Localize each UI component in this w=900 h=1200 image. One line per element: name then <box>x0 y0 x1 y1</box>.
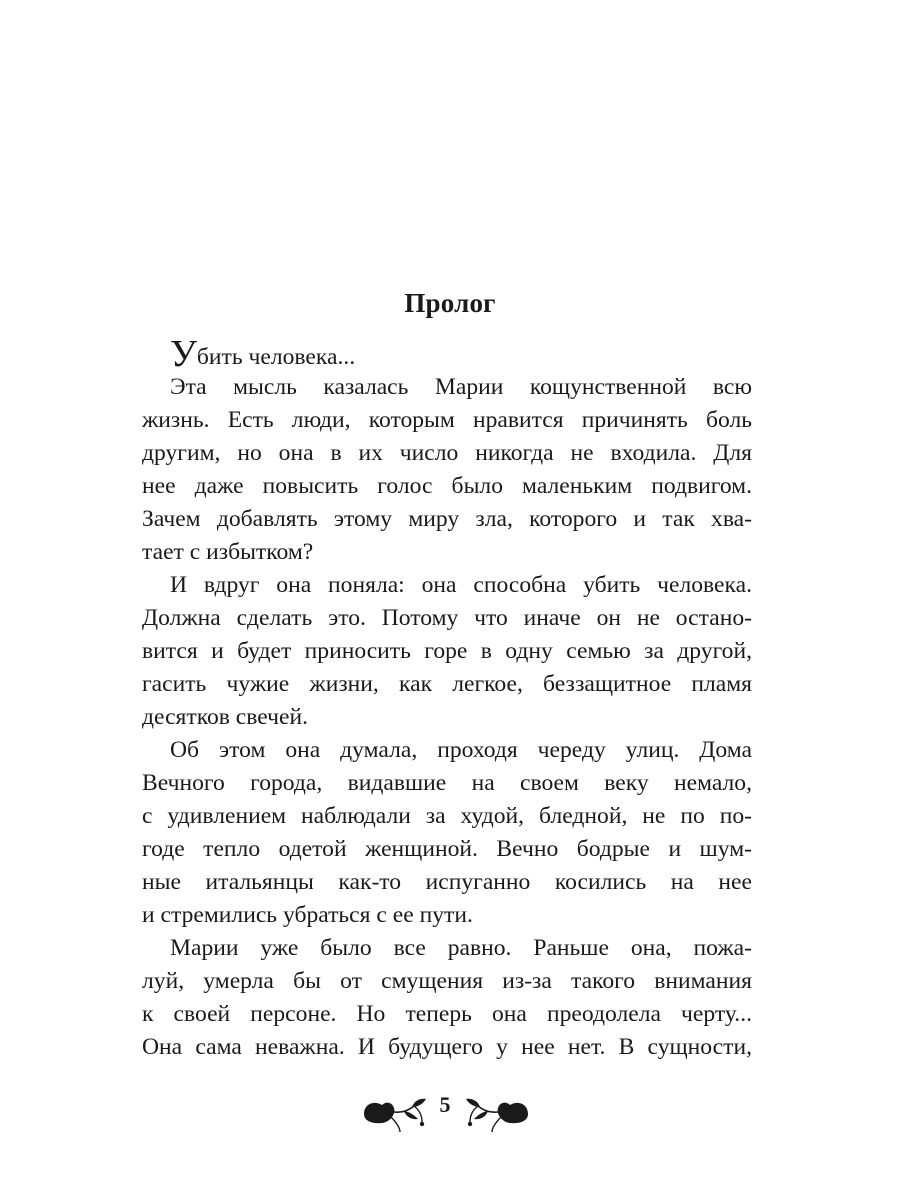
flower-ornament-right-icon <box>462 1092 532 1134</box>
text-line: тает с избытком? <box>142 539 314 565</box>
text-line: Должна сделать это. Потому что иначе он не остано- <box>142 605 752 631</box>
text-line: с удивлением наблюдали за худой, бледной, не по по- <box>142 803 752 829</box>
text-line: нее даже повысить голос было маленьким подвигом. <box>142 473 752 499</box>
text-line: Она сама неважна. И будущего у нее нет. В сущности, <box>142 1034 752 1060</box>
text-line: Вечного города, видавшие на своем веку немало, <box>142 770 752 796</box>
chapter-title: Пролог <box>404 288 496 318</box>
flower-ornament-left-icon <box>360 1092 430 1134</box>
text-line: вится и будет приносить горе в одну семью за другой, <box>142 638 752 664</box>
page-number: 5 <box>439 1092 451 1117</box>
text-line: ные итальянцы как-то испуганно косились на нее <box>142 869 752 895</box>
text-line: к своей персоне. Но теперь она преодолела черту... <box>142 1001 752 1027</box>
text-line: гасить чужие жизни, как легкое, беззащитное пламя <box>142 671 752 697</box>
text-line: Зачем добавлять этому миру зла, которого и так хва- <box>142 506 752 532</box>
opening-line <box>142 332 752 375</box>
text-line: И вдруг она поняла: она способна убить человека. <box>170 572 752 598</box>
text-line: и стремились убраться с ее пути. <box>142 902 473 928</box>
initial-letter: У <box>170 333 197 375</box>
body-text <box>142 332 752 1064</box>
text-line: луй, умерла бы от смущения из-за такого внимания <box>142 968 752 994</box>
text-line: годе тепло одетой женщиной. Вечно бодрые и шум- <box>142 836 752 862</box>
text-line: десятков свечей. <box>142 704 309 730</box>
text-line: Об этом она думала, проходя череду улиц. Дома <box>170 737 752 763</box>
page-footer <box>0 1090 900 1140</box>
text-line: Эта мысль казалась Марии кощунственной всю <box>170 374 752 400</box>
opening-text: бить человека... <box>196 344 356 370</box>
text-line: жизнь. Есть люди, которым нравится причинять боль <box>142 407 752 433</box>
text-line: Марии уже было все равно. Раньше она, пожа- <box>170 935 752 961</box>
text-line: другим, но она в их число никогда не входила. Для <box>142 440 752 466</box>
